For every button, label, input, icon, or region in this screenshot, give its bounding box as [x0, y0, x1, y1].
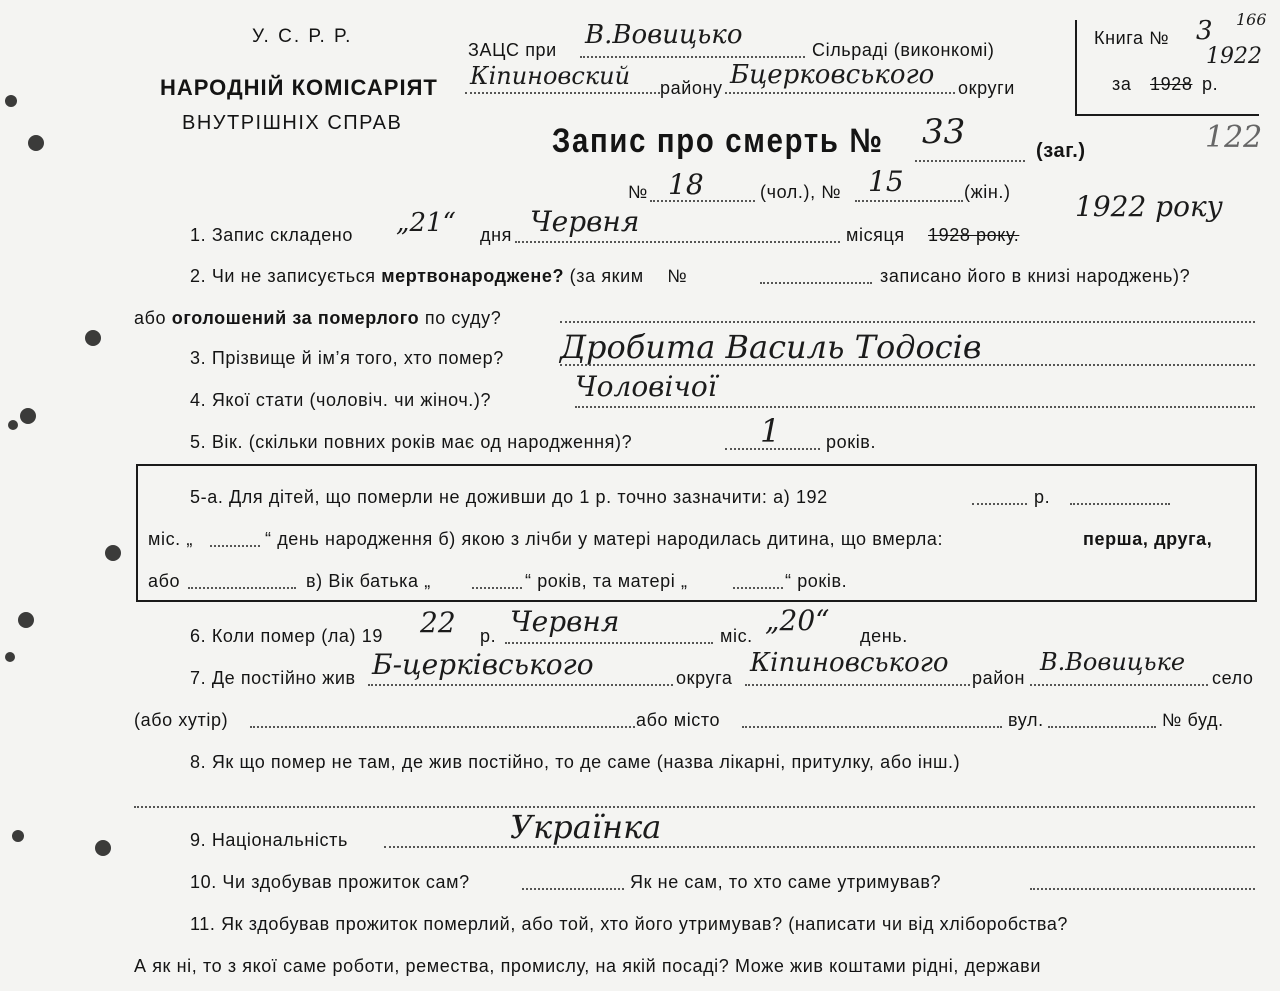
- item7-bud: № буд.: [1162, 710, 1224, 730]
- item10-label2: Як не сам, то хто саме утримував?: [630, 872, 942, 892]
- punch-hole: [5, 652, 15, 662]
- item3-label: 3. Прізвище й ім’я того, хто помер?: [190, 348, 504, 368]
- item6-den: день.: [860, 626, 908, 646]
- item2-label: [190, 266, 687, 287]
- silradi-label: Сільраді (виконкомі): [812, 40, 995, 60]
- item1-month-line: [515, 241, 840, 243]
- num-female-line: [855, 200, 963, 202]
- okrug-line: [725, 92, 955, 94]
- punch-hole: [85, 330, 101, 346]
- item8-line: [134, 806, 1255, 808]
- item7-village-handwritten: В.Вовицьке: [1040, 648, 1186, 676]
- item5-label: 5. Вік. (скільки повних років має од народження)?: [190, 432, 633, 452]
- item5a-year-line: [972, 503, 1027, 505]
- item7-misto-line: [742, 726, 1002, 728]
- item2-text: 2. Чи не записується: [190, 266, 376, 286]
- item7-selo: село: [1212, 668, 1254, 688]
- item5a-bold: перша, друга,: [1083, 529, 1213, 549]
- item4-sex-handwritten: Чоловічої: [575, 370, 717, 403]
- item4-label: 4. Якої стати (чоловіч. чи жіноч.)?: [190, 390, 492, 410]
- item7-rayon-handwritten: Кіпиновського: [750, 648, 949, 678]
- item1-label: 1. Запис складено: [190, 225, 353, 245]
- item7-okrug-handwritten: Б-церківського: [372, 648, 594, 681]
- item7-rayon-line: [745, 684, 970, 686]
- punch-hole: [5, 95, 17, 107]
- district-handwritten: Кіпиновский: [470, 62, 631, 90]
- punch-hole: [28, 135, 44, 151]
- item7-okrug-line: [368, 684, 673, 686]
- item5a-years: “ років.: [785, 571, 848, 591]
- book-number-handwritten: 3: [1196, 16, 1213, 46]
- item6-mis: міс.: [720, 626, 753, 646]
- za-label: за: [1112, 74, 1132, 94]
- book-corner-handwritten: 166: [1236, 10, 1267, 29]
- zags-line: [580, 56, 805, 58]
- zags-label: ЗАЦС при: [468, 40, 557, 60]
- item11-line2: А як ні, то з якої саме роботи, ремества, промислу, на якій посаді? Може жив коштами рідні, держави: [134, 956, 1041, 976]
- item1-month-label: місяця: [846, 225, 905, 245]
- item6-label: 6. Коли помер (ла) 19: [190, 626, 383, 646]
- punch-hole: [8, 420, 18, 430]
- item7-label: 7. Де постійно жив: [190, 668, 356, 688]
- item5a-month-line: [1070, 503, 1170, 505]
- item9-nationality-handwritten: Українка: [510, 808, 662, 846]
- item2-court: по суду?: [424, 308, 502, 328]
- item1-dnia: дня: [480, 225, 512, 245]
- item2-num-line: [760, 282, 872, 284]
- item5a-line1: 5-а. Для дітей, що померли не доживши до 1 р. точно зазначити: а) 192: [190, 487, 828, 507]
- item8-label: 8. Як що помер не там, де жив постійно, то де саме (назва лікарні, притулку, або інш.): [190, 752, 961, 772]
- item7-village-line: [1030, 684, 1208, 686]
- item2-court-line: [560, 321, 1255, 323]
- num-male-handwritten: 18: [668, 168, 704, 201]
- item7-vul: вул.: [1008, 710, 1044, 730]
- item9-line: [384, 846, 1255, 848]
- item5a-r: р.: [1034, 487, 1051, 507]
- item1-year-handwritten: 1922 року: [1075, 190, 1223, 223]
- item11-line1: 11. Як здобував прожиток померлий, або той, хто його утримував? (написати чи від хліборобства?: [190, 914, 1069, 934]
- item7-khutir-line: [250, 726, 635, 728]
- year-handwritten: 1922: [1206, 44, 1262, 69]
- item5a-mis: міс. „: [148, 529, 193, 549]
- item7-okruga: округа: [676, 668, 733, 688]
- rayonu-label: району: [660, 78, 723, 98]
- punch-hole: [95, 840, 111, 856]
- num-label: №: [628, 182, 648, 202]
- item6-year-handwritten: 22: [420, 606, 456, 639]
- item4-line: [575, 406, 1255, 408]
- item6-month-line: [505, 642, 713, 644]
- item2-bold: мертвонароджене?: [381, 266, 565, 286]
- item5-years: років.: [826, 432, 877, 452]
- item1-month-handwritten: Червня: [530, 205, 640, 238]
- district-line: [465, 92, 660, 94]
- year-r: р.: [1202, 74, 1219, 94]
- year-printed: 1928: [1150, 74, 1193, 94]
- item9-label: 9. Національність: [190, 830, 348, 850]
- item5a-mother-line: [733, 587, 783, 589]
- item6-day-handwritten: „20“: [765, 604, 830, 637]
- item5a-father: в) Вік батька „: [306, 571, 431, 591]
- record-number-line: [915, 160, 1025, 162]
- item5a-mother: “ років, та матері „: [525, 571, 688, 591]
- record-title: Запис про смерть №: [552, 122, 884, 160]
- record-number-handwritten: 33: [922, 112, 966, 152]
- okrug-handwritten: Бцерковського: [730, 60, 935, 90]
- item2-suffix: записано його в книзі народжень)?: [880, 266, 1191, 286]
- item3-line: [560, 364, 1255, 366]
- item1-day-handwritten: „21“: [396, 208, 456, 238]
- ussr-heading: У. С. Р. Р.: [252, 26, 353, 47]
- punch-hole: [20, 408, 36, 424]
- item5a-order-line: [188, 587, 296, 589]
- item5-line: [725, 448, 820, 450]
- chol-label: (чол.), №: [760, 182, 842, 202]
- item5a-father-line: [472, 587, 522, 589]
- item7-vul-line: [1048, 726, 1156, 728]
- num-male-line: [650, 200, 755, 202]
- item10-line1: [522, 888, 624, 890]
- item7-misto: або місто: [636, 710, 721, 730]
- item6-r: р.: [480, 626, 497, 646]
- zags-village-handwritten: В.Вовицько: [585, 20, 743, 50]
- okrugy-label: округи: [958, 78, 1015, 98]
- item2-abo: або: [134, 308, 167, 328]
- internal-affairs-heading: ВНУТРІШНІХ СПРАВ: [182, 112, 403, 134]
- punch-hole: [105, 545, 121, 561]
- margin-handwritten: 122: [1205, 120, 1263, 155]
- item2-bold2: оголошений за померлого: [171, 308, 420, 328]
- item5-age-handwritten: 1: [760, 412, 781, 450]
- item6-month-handwritten: Червня: [510, 605, 620, 638]
- item2-text-b: (за яким: [569, 266, 644, 286]
- commissariat-heading: НАРОДНІЙ КОМІСАРІЯТ: [160, 75, 438, 100]
- zhin-label: (жін.): [964, 182, 1011, 202]
- zag-label: (заг.): [1036, 140, 1086, 162]
- item5a-abo: або: [148, 571, 181, 591]
- item7-rayon: район: [972, 668, 1026, 688]
- item7-khutir: (або хутір): [134, 710, 229, 730]
- num-female-handwritten: 15: [868, 165, 904, 198]
- item10-line2: [1030, 888, 1255, 890]
- book-label: Книга №: [1094, 28, 1170, 48]
- punch-hole: [18, 612, 34, 628]
- item5a-line2: “ день народження б) якою з лічби у матері народилась дитина, що вмерла:: [265, 529, 944, 549]
- item3-name-handwritten: Дробита Василь Тодосів: [560, 328, 982, 366]
- item5a-day-line: [210, 545, 260, 547]
- item2-num: №: [667, 266, 688, 286]
- item10-label: 10. Чи здобував прожиток сам?: [190, 872, 470, 892]
- item2-line2: [134, 308, 501, 329]
- item1-year-printed: 1928 року.: [928, 225, 1020, 245]
- punch-hole: [12, 830, 24, 842]
